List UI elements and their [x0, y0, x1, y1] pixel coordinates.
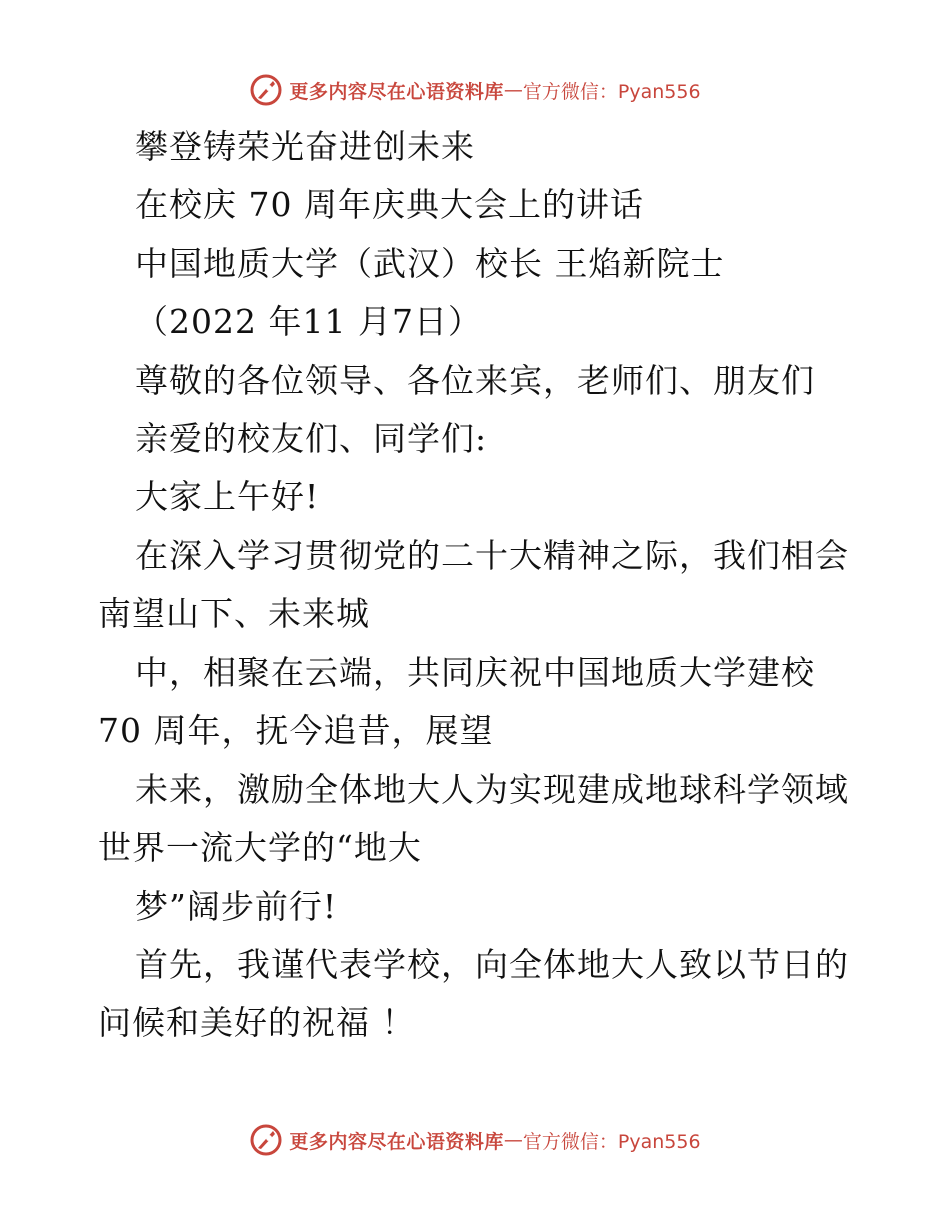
watermark-text: 更多内容尽在心语资料库	[289, 1130, 504, 1153]
quill-logo-icon	[249, 1123, 283, 1157]
speech-title: 攀登铸荣光奋进创未来	[135, 127, 475, 166]
paragraph-line: 南望山下、未来城	[98, 594, 370, 633]
watermark-wechat: 官方微信：Pyan556	[522, 80, 701, 103]
paragraph-line: 在深入学习贯彻党的二十大精神之际，我们相会	[135, 536, 849, 575]
paragraph-line: 世界一流大学的“地大	[98, 828, 422, 867]
paragraph-line: 70 周年，抚今追昔，展望	[98, 711, 494, 750]
footer-watermark	[0, 1120, 950, 1160]
paragraph-line: 问候和美好的祝福 ！	[98, 1003, 416, 1042]
quill-logo-icon	[249, 73, 283, 107]
paragraph-line: 中，相聚在云端，共同庆祝中国地质大学建校	[135, 653, 815, 692]
salutation-line: 亲爱的校友们、同学们:	[135, 419, 488, 458]
paragraph-line: 未来，激励全体地大人为实现建成地球科学领域	[135, 770, 849, 809]
watermark-wechat: 官方微信：Pyan556	[522, 1130, 701, 1153]
watermark-separator: —	[503, 1129, 523, 1151]
paragraph-line: 梦”阔步前行!	[135, 887, 338, 926]
greeting-line: 大家上午好!	[135, 477, 320, 516]
paragraph-line: 首先，我谨代表学校，向全体地大人致以节日的	[135, 945, 849, 984]
watermark-text: 更多内容尽在心语资料库	[289, 80, 504, 103]
speech-date: （2022 年11 月7日）	[135, 302, 482, 341]
speaker-line: 中国地质大学（武汉）校长 王焰新院士	[135, 244, 725, 283]
header-watermark	[0, 70, 950, 110]
salutation-line: 尊敬的各位领导、各位来宾，老师们、朋友们	[135, 361, 815, 400]
speech-subtitle: 在校庆 70 周年庆典大会上的讲话	[135, 185, 644, 224]
watermark-separator: —	[503, 79, 523, 101]
